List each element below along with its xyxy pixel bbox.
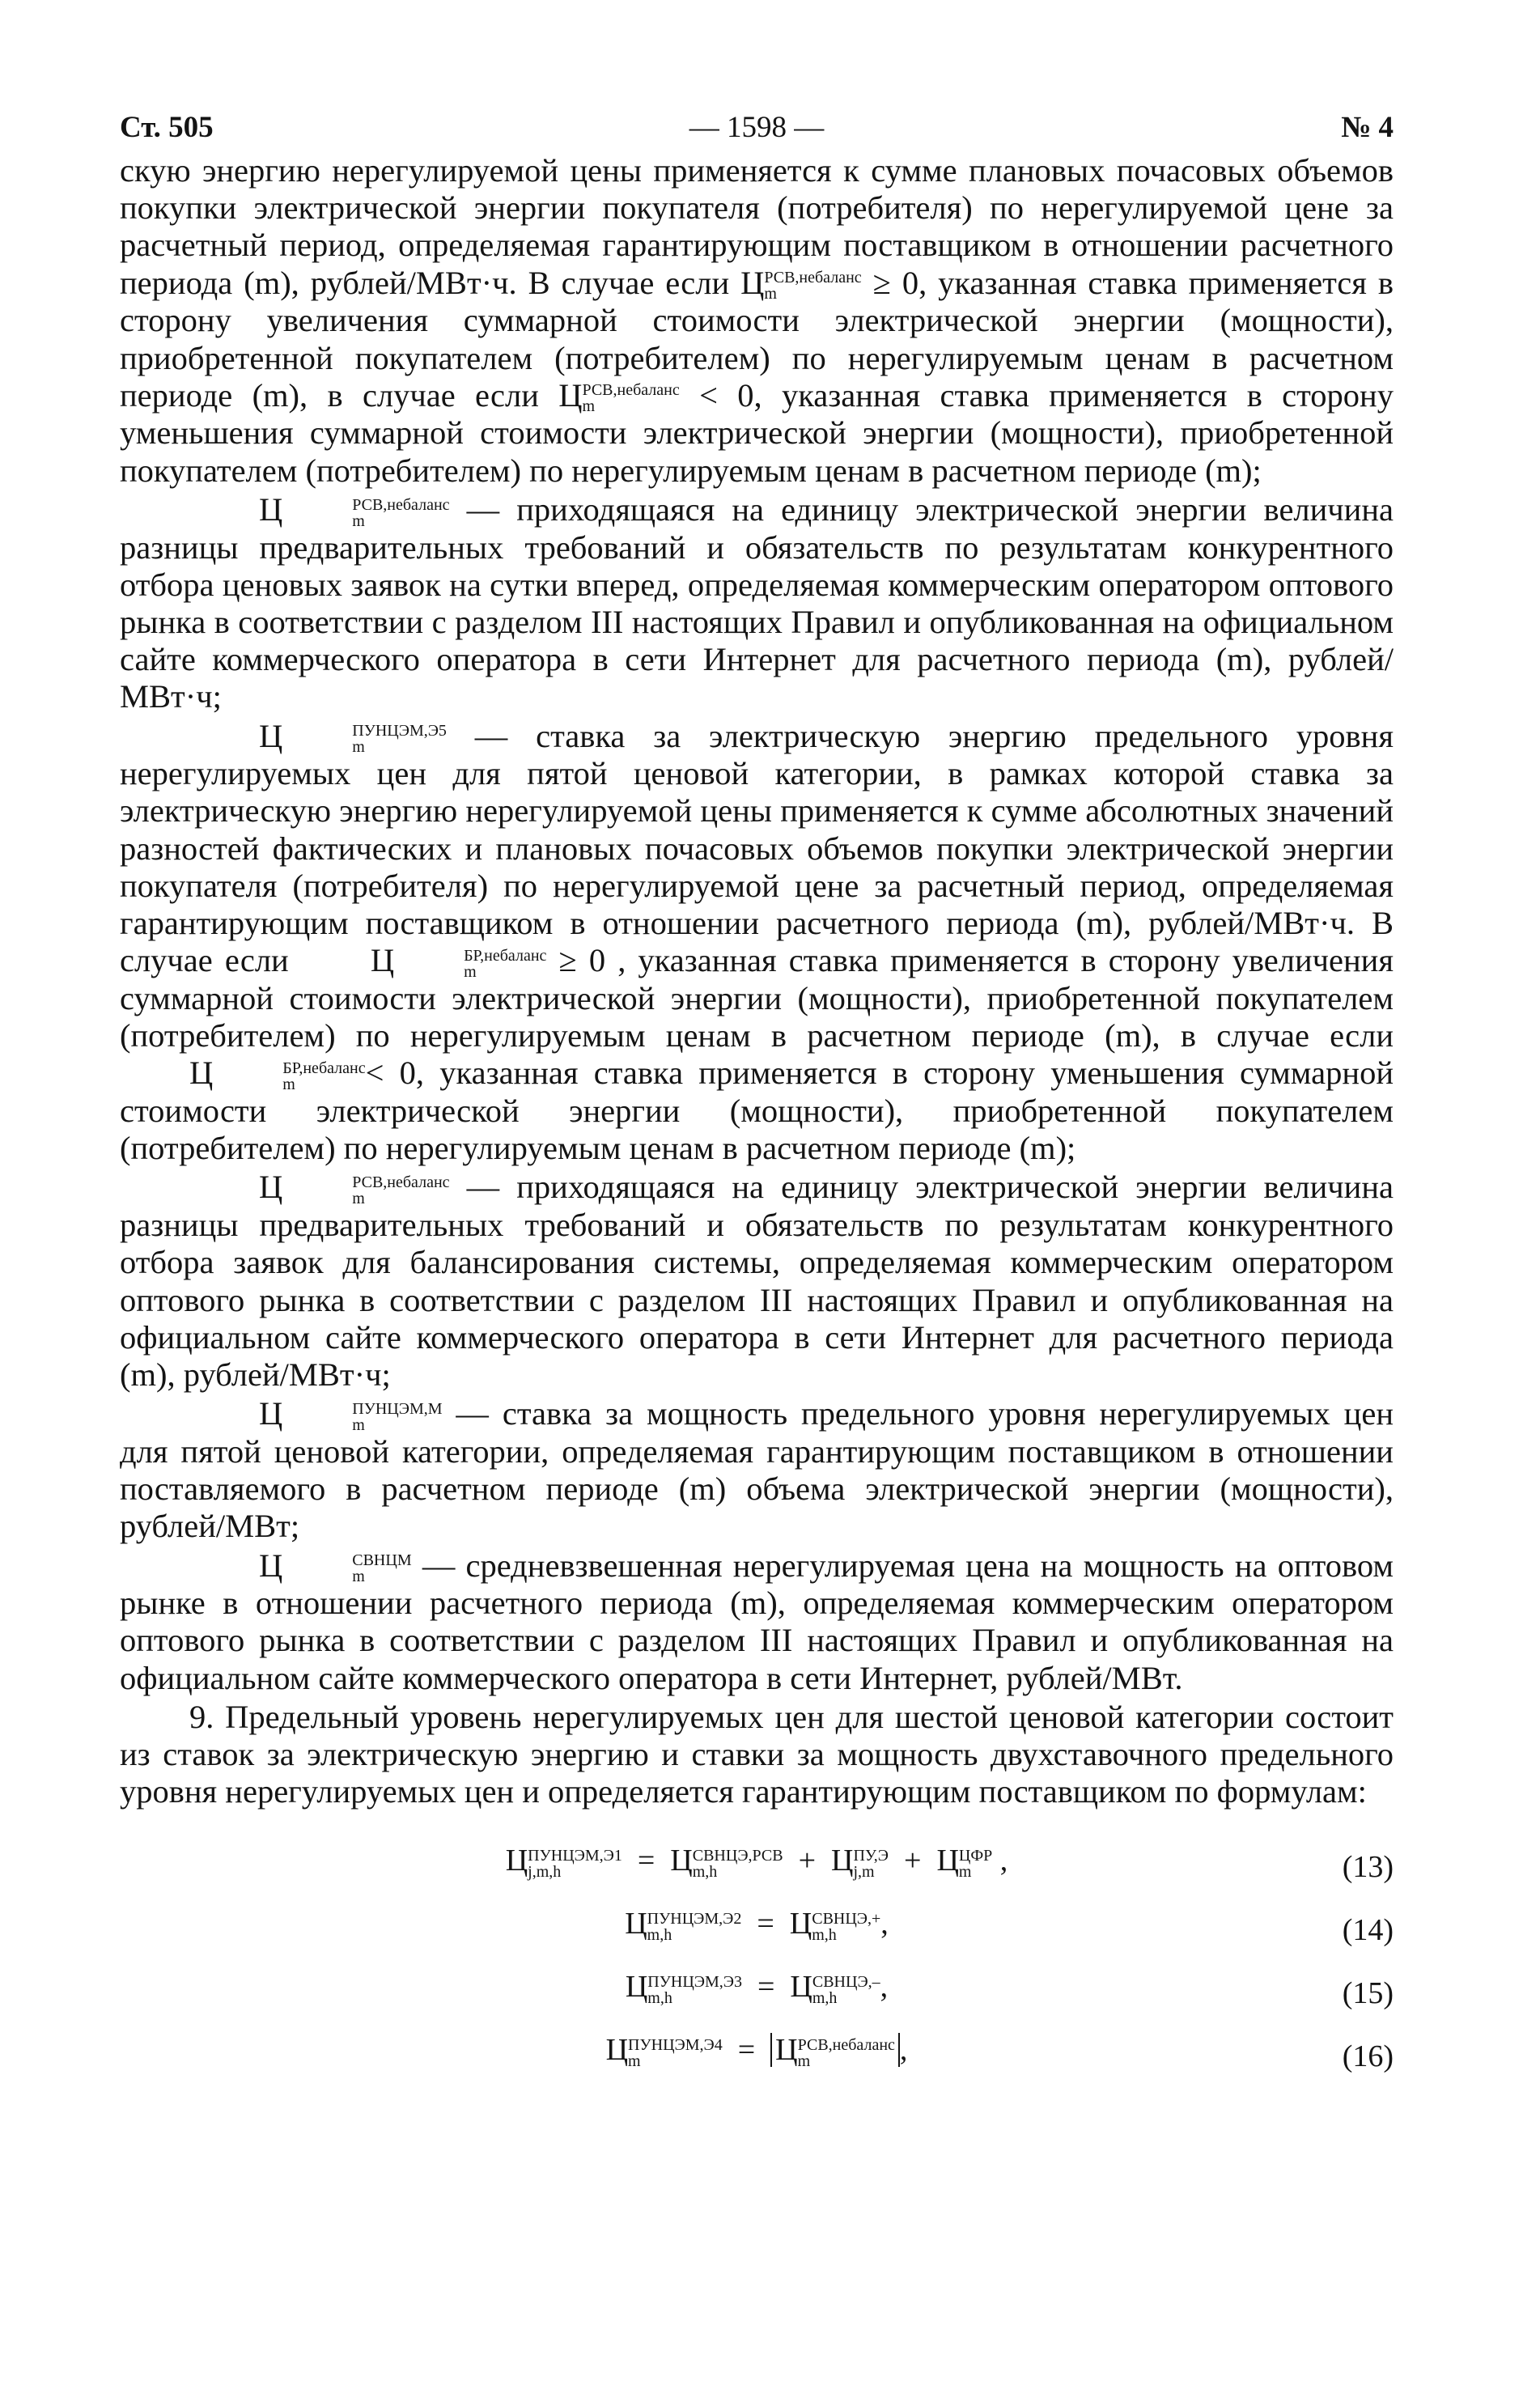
formula-16: Ц ПУНЦЭМ,Э4 m = Ц РСВ,небаланс m , (16) (605, 2033, 1394, 2074)
document-body (120, 152, 1394, 1810)
price-symbol: Ц БР,небаланс m (189, 1054, 366, 1094)
formula-13: Ц ПУНЦЭМ,Э1 j,m,h = Ц СВНЦЭ,РСВ m,h + Ц ПУ,Э j,m + Ц ЦФР m , (13) (505, 1844, 1394, 1885)
document-page (120, 95, 1394, 2084)
price-symbol: Ц ПУНЦЭМ,М m (259, 1395, 443, 1434)
formula-number: (15) (1342, 1976, 1394, 2011)
price-symbol: Ц СВНЦМ m (259, 1547, 412, 1586)
paragraph: скую энергию нерегулируемой цены применяется к сумме плановых почасовых объемов покупки электрической энергии покупателя (потребителя) по нерегулируемой цене за расчетный период, определяемая гарантирующим поставщиком в отношении расчетного периода (m), рублей/МВт·ч. В случае если Ц РСВ,небаланс m ≥ 0, указанная ставка применяется в сторону увеличения суммарной стоимости электрической энергии (мощности), приобретенной покупателем (потребителем) по нерегулируемым ценам в расчетном периоде (m), в случае если Ц РСВ,небаланс m < 0, указанная ставка применяется в сторону уменьшения суммарной стоимости электрической энергии (мощности), приобретенной покупателем (потребителем) по нерегулируемым ценам в расчетном периоде (m); (120, 152, 1394, 489)
paragraph: Ц СВНЦМ m — средневзвешенная нерегулируемая цена на мощность на оптовом рынке в отношении расчетного периода (m), определяемая коммерческим оператором оптового рынка в соответствии с разделом III настоящих Правил и опубликованная на официальном сайте коммерческого оператора в сети Интернет, рублей/МВт. (120, 1547, 1394, 1696)
paragraph: Ц РСВ,небаланс m — приходящаяся на единицу электрической энергии величина разницы предварительных требований и обязательств по результатам конкурентного отбора ценовых заявок на сутки вперед, определяемая коммерческим оператором оптового рынка в соответствии с разделом III настоящих Правил и опубликованная на официальном сайте коммерческого оператора в сети Интернет для расчетного периода (m), рублей/МВт·ч; (120, 490, 1394, 715)
price-symbol: Ц РСВ,небаланс m (740, 264, 862, 303)
paragraph: 9. Предельный уровень нерегулируемых цен для шестой ценовой категории состоит из ставок за электрическую энергию и ставки за мощность двухставочного предельного уровня нерегулируемых цен и определяется гарантирующим поставщиком по формулам: (120, 1698, 1394, 1810)
paragraph: Ц ПУНЦЭМ,Э5 m — ставка за электрическую энергию предельного уровня нерегулируемых цен для пятой ценовой категории, в рамках которой ставка за электрическую энергию нерегулируемой цены применяется к сумме абсолютных значений разностей фактических и плановых почасовых объемов покупки электрической энергии покупателя (потребителя) по нерегулируемой цене за расчетный период, определяемая гарантирующим поставщиком в отношении расчетного периода (m), рублей/МВт·ч. В случае если Ц БР,небаланс m ≥ 0 , указанная ставка применяется в сторону увеличения суммарной стоимости электрической энергии (мощности), приобретенной покупателем (потребителем) по нерегулируемым ценам в расчетном периоде (m), в случае если Ц БР,небаланс m < 0, указанная ставка применяется в сторону уменьшения суммарной стоимости электрической энергии (мощности), приобретенной покупателем (потребителем) по нерегулируемым ценам в расчетном периоде (m); (120, 717, 1394, 1167)
page-header (120, 95, 1394, 152)
formula-number: (13) (1342, 1850, 1394, 1885)
price-symbol: Ц РСВ,небаланс m (259, 1169, 450, 1208)
price-symbol: Ц ПУНЦЭМ,Э5 m (259, 717, 447, 757)
formula-number: (14) (1342, 1913, 1394, 1948)
price-symbol: Ц БР,небаланс m (370, 942, 547, 981)
formula-14: Ц ПУНЦЭМ,Э2 m,h = Ц СВНЦЭ,+ m,h , (14) (625, 1907, 1394, 1948)
formula-number: (16) (1342, 2039, 1394, 2074)
price-symbol: Ц РСВ,небаланс m (558, 376, 680, 416)
paragraph: Ц ПУНЦЭМ,М m — ставка за мощность предельного уровня нерегулируемых цен для пятой ценовой категории, определяемая гарантирующим поставщиком в отношении поставляемого в расчетном периоде (m) объема электрической энергии (мощности), рублей/МВт; (120, 1395, 1394, 1545)
absolute-value: Ц РСВ,небаланс m (770, 2033, 900, 2067)
formula-15: Ц ПУНЦЭМ,Э3 m,h = Ц СВНЦЭ,– m,h , (15) (625, 1970, 1394, 2011)
formula-block (120, 1831, 1394, 2084)
paragraph: Ц РСВ,небаланс m — приходящаяся на единицу электрической энергии величина разницы предварительных требований и обязательств по результатам конкурентного отбора заявок для балансирования системы, определяемая коммерческим оператором оптового рынка в соответствии с разделом III настоящих Правил и опубликованная на официальном сайте коммерческого оператора в сети Интернет для расчетного периода (m), рублей/МВт·ч; (120, 1169, 1394, 1393)
article-number: Ст. 505 (120, 111, 214, 144)
price-symbol: Ц РСВ,небаланс m (259, 490, 450, 530)
issue-number: № 4 (1341, 111, 1394, 144)
page-number: — 1598 — (689, 111, 825, 144)
